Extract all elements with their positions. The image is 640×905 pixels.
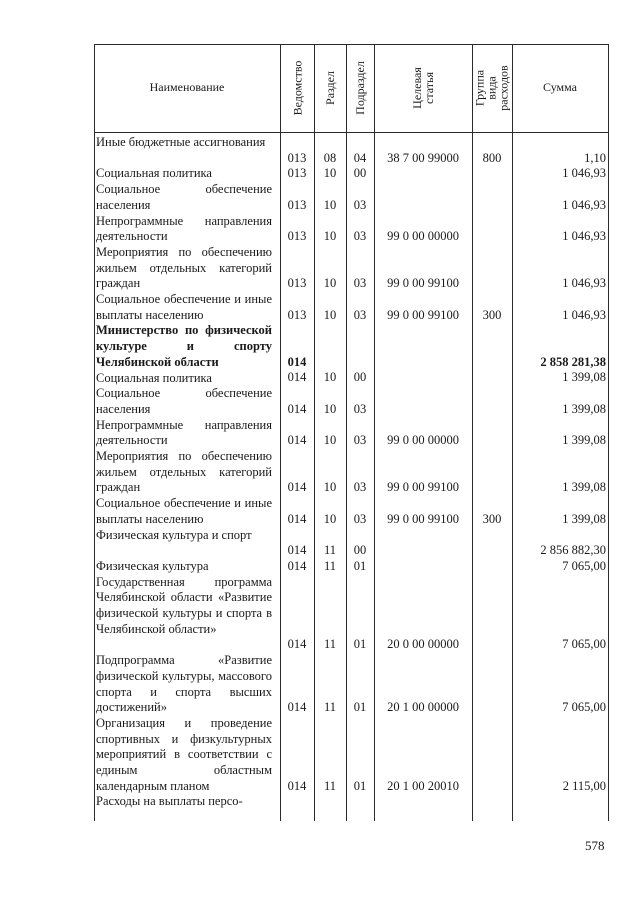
row-subsection: 00: [353, 370, 367, 385]
row-section: 11: [323, 558, 337, 573]
row-sum: 7 065,00: [562, 700, 606, 715]
table-row: [94, 182, 609, 213]
row-section: 10: [323, 370, 337, 385]
row-sum: 1 399,08: [562, 480, 606, 495]
table-row: [94, 371, 609, 387]
row-section: 10: [323, 166, 337, 181]
header-name: Наименование: [149, 80, 225, 94]
row-sum: 1 046,93: [562, 166, 606, 181]
row-name: Социальная политика: [96, 166, 212, 181]
row-name: Мероприятия по обеспечению жильем отдельных категорий граждан: [96, 244, 272, 291]
row-target-article: 99 0 00 99100: [387, 307, 459, 322]
row-dept: 014: [287, 354, 307, 369]
row-name: Социальная политика: [96, 370, 212, 385]
table-row: [94, 653, 609, 716]
row-name: Организация и проведение спортивных и физкультурных мероприятий в соответствии с единым областным календарным планом: [96, 715, 272, 793]
row-name: Социальное обеспечение и иные выплаты населению: [96, 496, 272, 526]
header-dept: Ведомство: [290, 60, 305, 116]
row-sum: 1 046,93: [562, 307, 606, 322]
row-dept: 014: [287, 637, 307, 652]
row-name: Социальное обеспечение населения: [96, 386, 272, 416]
row-section: 08: [323, 150, 337, 165]
row-sum: 2 858 281,38: [540, 354, 606, 369]
row-sum: 2 115,00: [562, 778, 606, 793]
table-row: [94, 323, 609, 370]
row-expense-group: 300: [482, 511, 502, 526]
table-row: [94, 292, 609, 323]
row-sum: 1 399,08: [562, 401, 606, 416]
row-name: Иные бюджетные ассигнования: [96, 135, 266, 149]
table-row: [94, 449, 609, 496]
row-subsection: 03: [353, 480, 367, 495]
row-dept: 013: [287, 197, 307, 212]
row-sum: 1 399,08: [562, 433, 606, 448]
page-number: 578: [585, 838, 605, 853]
table-row: [94, 418, 609, 449]
row-section: 10: [323, 433, 337, 448]
row-sum: 1 399,08: [562, 511, 606, 526]
row-sum: 2 856 882,30: [540, 543, 606, 558]
row-section: 10: [323, 511, 337, 526]
row-target-article: 99 0 00 99100: [387, 511, 459, 526]
row-sum: 1 046,93: [562, 229, 606, 244]
row-section: 10: [323, 276, 337, 291]
row-target-article: 99 0 00 99100: [387, 480, 459, 495]
row-sum: 7 065,00: [562, 637, 606, 652]
row-dept: 014: [287, 401, 307, 416]
row-target-article: 38 7 00 99000: [387, 150, 459, 165]
row-dept: 014: [287, 511, 307, 526]
header-expense-group: Группа вида расходов: [473, 65, 511, 111]
row-section: 11: [323, 543, 337, 558]
row-name: Непрограммные направления деятельности: [96, 417, 272, 448]
row-subsection: 03: [353, 276, 367, 291]
row-subsection: 04: [353, 150, 367, 165]
table-row: [94, 245, 609, 292]
row-dept: 013: [287, 166, 307, 181]
row-dept: 013: [287, 229, 307, 244]
table-row: [94, 386, 609, 417]
row-name: Мероприятия по обеспечению жильем отдельных категорий граждан: [96, 449, 272, 495]
row-name: Подпрограмма «Развитие физической культуры, массового спорта и спорта высших достижений»: [96, 653, 272, 715]
table-row: [94, 575, 609, 654]
row-name: Физическая культура: [96, 558, 209, 573]
row-subsection: 03: [353, 229, 367, 244]
row-name: Социальное обеспечение населения: [96, 182, 272, 212]
row-target-article: 20 0 00 00000: [387, 637, 459, 652]
row-section: 10: [323, 229, 337, 244]
row-section: 11: [323, 637, 337, 652]
row-sum: 7 065,00: [562, 558, 606, 573]
row-subsection: 01: [353, 637, 367, 652]
row-name: Государственная программа Челябинской области «Развитие физической культуры и спорта в Челябинской области»: [96, 574, 272, 636]
table-row: [94, 794, 609, 810]
row-section: 11: [323, 778, 337, 793]
row-dept: 014: [287, 433, 307, 448]
row-name: Непрограммные направления деятельности: [96, 213, 272, 244]
row-subsection: 00: [353, 166, 367, 181]
row-sum: 1 046,93: [562, 276, 606, 291]
row-dept: 014: [287, 543, 307, 558]
row-dept: 014: [287, 480, 307, 495]
row-target-article: 99 0 00 99100: [387, 276, 459, 291]
row-dept: 014: [287, 558, 307, 573]
row-expense-group: 300: [482, 307, 502, 322]
row-dept: 013: [287, 276, 307, 291]
row-target-article: 99 0 00 00000: [387, 229, 459, 244]
row-subsection: 03: [353, 433, 367, 448]
row-subsection: 00: [353, 543, 367, 558]
header-section: Раздел: [323, 71, 338, 105]
table-row: [94, 135, 609, 166]
row-section: 11: [323, 700, 337, 715]
header-bottom-border: [94, 132, 609, 133]
row-target-article: 99 0 00 00000: [387, 433, 459, 448]
row-target-article: 20 1 00 20010: [387, 778, 459, 793]
row-subsection: 03: [353, 401, 367, 416]
table-row: [94, 166, 609, 182]
row-dept: 013: [287, 307, 307, 322]
row-section: 10: [323, 480, 337, 495]
row-sum: 1 046,93: [562, 197, 606, 212]
row-sum: 1 399,08: [562, 370, 606, 385]
row-target-article: 20 1 00 00000: [387, 700, 459, 715]
row-subsection: 03: [353, 197, 367, 212]
header-sum: Сумма: [543, 80, 577, 94]
row-dept: 014: [287, 370, 307, 385]
row-dept: 014: [287, 778, 307, 793]
row-sum: 1,10: [584, 150, 606, 165]
header-target-article: Целевая статья: [410, 67, 436, 109]
row-dept: 014: [287, 700, 307, 715]
table-row: [94, 528, 609, 559]
row-dept: 013: [287, 150, 307, 165]
budget-table: [94, 44, 609, 821]
table-row: [94, 496, 609, 527]
row-section: 10: [323, 401, 337, 416]
row-section: 10: [323, 197, 337, 212]
row-name: Министерство по физической культуре и спорту Челябинской области: [96, 323, 272, 369]
row-subsection: 03: [353, 307, 367, 322]
row-expense-group: 800: [482, 150, 502, 165]
table-row: [94, 716, 609, 795]
table-row: [94, 214, 609, 245]
row-subsection: 01: [353, 778, 367, 793]
row-name: Физическая культура и спорт: [96, 527, 252, 542]
header-subsection: Подраздел: [353, 61, 368, 115]
row-subsection: 01: [353, 700, 367, 715]
row-name: Социальное обеспечение и иные выплаты населению: [96, 292, 272, 322]
table-row: [94, 559, 609, 575]
row-subsection: 03: [353, 511, 367, 526]
row-name: Расходы на выплаты персо-: [96, 794, 243, 809]
row-subsection: 01: [353, 558, 367, 573]
row-section: 10: [323, 307, 337, 322]
